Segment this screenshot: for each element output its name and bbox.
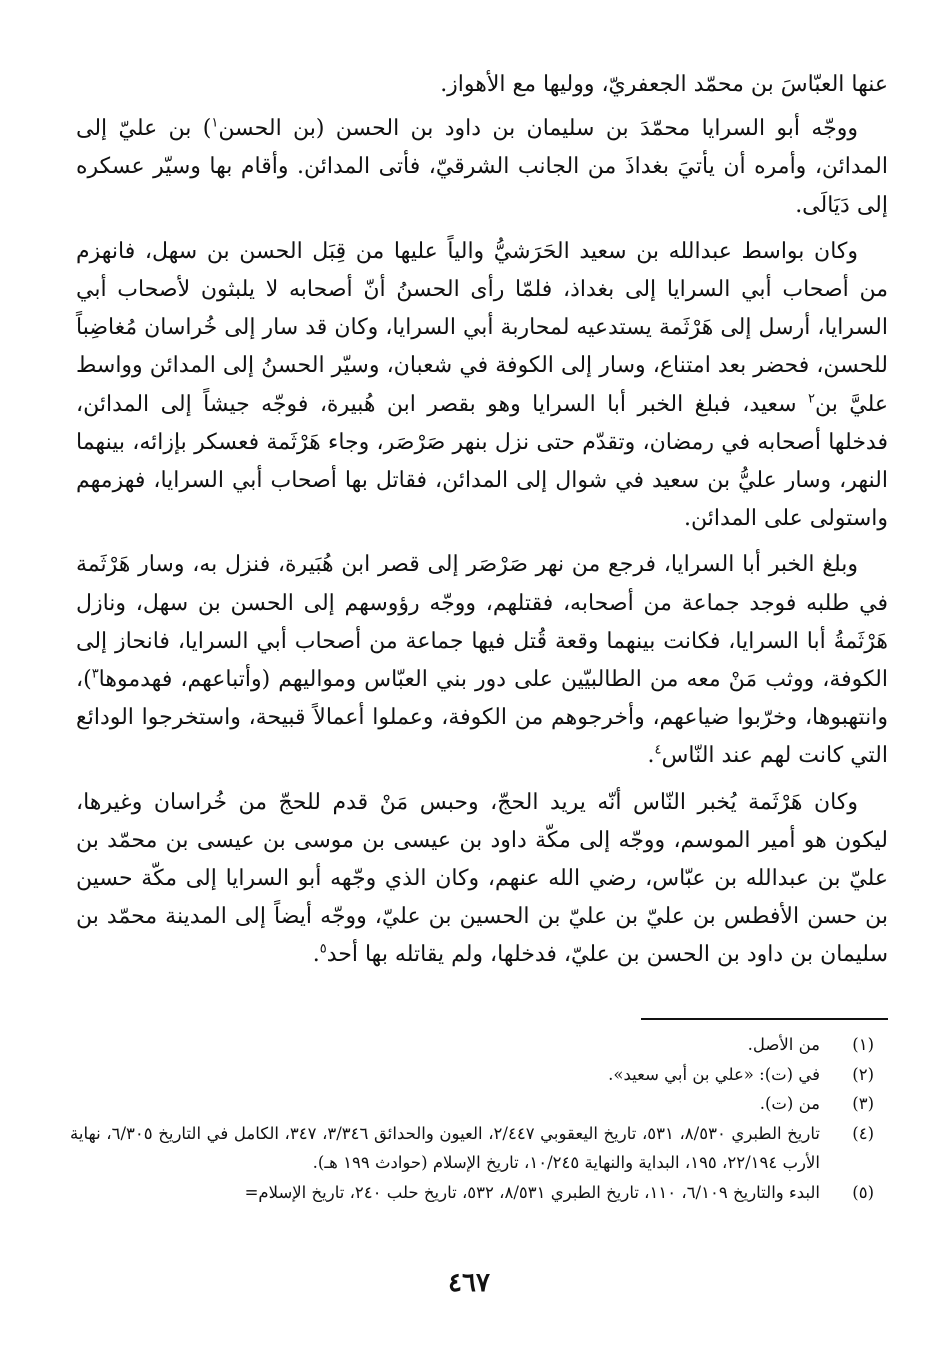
footnote-text: تاريخ الطبري ٨/٥٣٠، ٥٣١، تاريخ اليعقوبي ٢/٤٤٧، العيون والحدائق ٣/٣٤٦، ٣٤٧، الكامل في التاريخ ٦/٣٠٥، نهاية الأرب ٢٢/١٩٤، ١٩٥، البداية والنهاية ١٠/٢٤٥، تاريخ الإسلام (حوادث ١٩٩ هـ). <box>70 1123 820 1172</box>
footnote-number: (٤) <box>852 1123 874 1143</box>
footnote-number: (٢) <box>852 1064 874 1084</box>
footnote-ref-2: ٢ <box>807 391 815 407</box>
footnote-ref-3: ٣ <box>91 666 99 682</box>
footnote-4 <box>70 1119 874 1178</box>
footnote-ref-4: ٤ <box>654 743 662 759</box>
main-text <box>76 66 888 983</box>
footnote-divider <box>641 1018 888 1020</box>
footnote-number: (٥) <box>852 1182 874 1202</box>
footnote-1 <box>70 1030 874 1060</box>
paragraph-2: ووجّه أبو السرايا محمّدَ بن سليمان بن داود بن الحسن (بن الحسن$^١$) بن عليّ إلى المدائن، وأمره أن يأتيَ بغداذَ من الجانب الشرقيّ، فأتى المدائن. وأقام بها وسيّر عسكره إلى دَيَالَى. <box>76 115 888 218</box>
footnote-2 <box>70 1060 874 1090</box>
paragraph-1: عنها العبّاسَ بن محمّد الجعفريّ، ووليها مع الأهواز. <box>440 72 888 97</box>
page-number: ٤٦٧ <box>448 1268 490 1298</box>
footnote-ref-5: ٥ <box>319 942 327 958</box>
footnote-text: من (ت). <box>759 1094 820 1113</box>
footnote-text: البدء والتاريخ ٦/١٠٩، ١١٠، تاريخ الطبري ٨/٥٣١، ٥٣٢، تاريخ حلب ٢٤٠، تاريخ الإسلام= <box>244 1182 820 1202</box>
footnote-number: (١) <box>852 1035 874 1054</box>
footnote-3 <box>70 1089 874 1119</box>
paragraph-4: وبلغ الخبر أبا السرايا، فرجع من نهر صَرْصَر إلى قصر ابن هُبَيرة، فنزل به، وسار هَرْثَمة في طلبه فوجد جماعة من أصحابه، فقتلهم، ووجّه رؤوسهم إلى الحسن بن سهل، ونازل هَرْثَمةُ أبا السرايا، فكانت بينهما وقعة قُتل فيها جماعة من أصحاب أبي السرايا، فانحاز إلى الكوفة، ووثب مَنْ معه من الطالبيّين على دور بني العبّاس ومواليهم (وأتباعهم، فهدموها$^٣$)، وانتهبوها، وخرّبوا ضياعهم، وأخرجوهم من الكوفة، وعملوا أعمالاً قبيحة، واستخرجوا الودائع التي كانت لهم عند النّاس$^٤$. <box>76 552 888 769</box>
footnote-number: (٣) <box>852 1094 874 1113</box>
footnote-ref-1: ١ <box>211 115 219 131</box>
paragraph-5: وكان هَرْثَمة يُخبر النّاس أنّه يريد الحجّ، وحبس مَنْ قدم للحجّ من خُراسان وغيرها، ليكون هو أمير الموسم، ووجّه إلى مكّة داود بن عيسى بن موسى بن عيسى بن محمّد بن عليّ بن عبدالله بن عبّاس، رضي الله عنهم، وكان الذي وجّهه أبو السرايا إلى مكّة حسين بن حسن الأفطس بن عليّ بن عليّ بن الحسين بن عليّ، ووجّه أيضاً إلى المدينة محمّد بن سليمان بن داود بن الحسن بن عليّ، فدخلها، ولم يقاتله بها أحد$^٥$. <box>76 789 888 968</box>
footnote-text: في (ت): «علي بن أبي سعيد». <box>608 1064 820 1084</box>
footnotes <box>70 1030 874 1207</box>
footnote-5 <box>70 1178 874 1208</box>
paragraph-3: وكان بواسط عبدالله بن سعيد الحَرَشيُّ والياً عليها من قِبَل الحسن بن سهل، فانهزم من أصحاب أبي السرايا إلى بغداذ، فلمّا رأى الحسنُ أنّ أصحابه لا يلبثون لأصحاب أبي السرايا، أرسل إلى هَرْثَمة يستدعيه لمحاربة أبي السرايا، وكان قد سار إلى خُراسان مُغاضِباً للحسن، فحضر بعد امتناع، وسار إلى الكوفة في شعبان، وسيّر الحسنُ إلى المدائن وواسط عليَّ بن$^٢$ سعيد، فبلغ الخبر أبا السرايا وهو بقصر ابن هُبيرة، فوجّه جيشاً إلى المدائن، فدخلها أصحابه في رمضان، وتقدّم حتى نزل بنهر صَرْصَر، وجاء هَرْثَمة فعسكر بإزائه، بينهما النهر، وسار عليُّ بن سعيد في شوال إلى المدائن، فقاتل بها أصحاب أبي السرايا، فهزمهم واستولى على المدائن. <box>76 238 888 532</box>
footnote-text: من الأصل. <box>747 1035 820 1054</box>
